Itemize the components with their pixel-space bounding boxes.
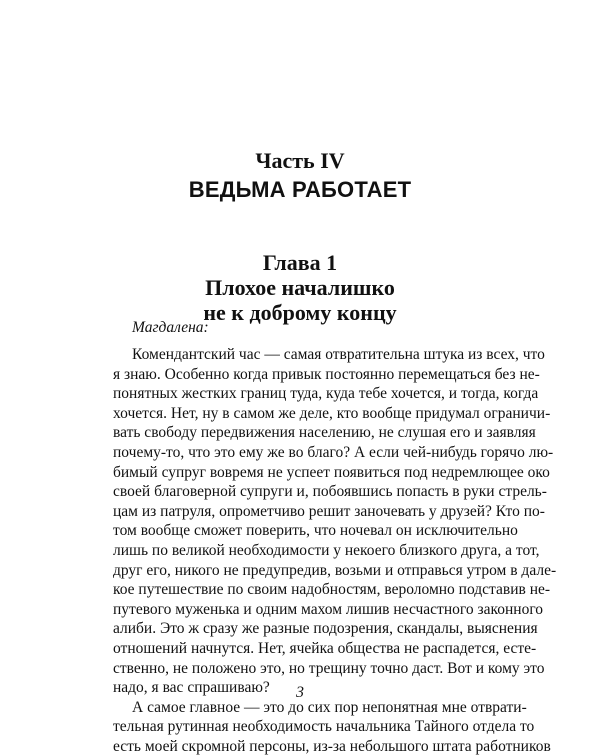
text-line: А самое главное — это до сих пор непонятная мне отврати- [132,698,527,716]
part-title: ВЕДЬМА РАБОТАЕТ [188,177,412,202]
text-line: ственно, не положено это, но трещину точно даст. Вот и кому это [113,659,545,677]
text-line: надо, я вас спрашиваю? [113,679,270,697]
text-line: путевого муженька и одним махом лишив несчастного законного [113,600,544,618]
text-line: почему-то, что это ему же во благо? А если чей-нибудь горячо лю- [113,443,554,461]
text-line: бимый супруг вовремя не успеет появиться под недремлющее око [113,463,550,481]
text-line: Комендантский час — самая отвратительна штука из всех, что [132,346,545,363]
text-line: тельная рутинная необходимость начальника Тайного отдела то [113,718,535,736]
text-line: том вообще сможет поверить, что ночевал он исключительно [113,522,518,540]
text-line: своей благоверной супруги и, побоявшись попасть в руки стрель- [113,483,547,501]
text-line: есть моей скромной персоны, из-за небольшого штата работников [113,737,551,755]
text-line: понятных жестких границ туда, куда тебе хочется, и тогда, когда [113,385,539,403]
text-line: кое путешествие по своим надобностям, вероломно подставив не- [113,581,551,599]
chapter-number: Глава 1 [262,250,338,275]
chapter-heading [0,250,600,325]
page-number: 3 [296,684,304,701]
chapter-title-line: Плохое началишко [205,275,395,300]
narrator-label: Магдалена: [132,319,209,336]
text-line: вать свободу передвижения населению, не слушая его и заявляя [113,424,536,442]
text-line: отношений начнутся. Нет, ячейка общества не распадется, есте- [113,639,537,657]
text-line: алиби. Это ж сразу же разные подозрения, скандалы, выяснения [113,620,538,638]
text-line: я знаю. Особенно когда привык постоянно перемещаться без не- [113,365,540,383]
text-line: хочется. Нет, ну в самом же деле, кто вообще придумал ограничи- [113,404,551,422]
part-label: Часть IV [255,148,345,173]
chapter-title-line: не к доброму концу [203,300,397,325]
text-line: лишь по великой необходимости у некоего близкого друга, а тот, [113,541,540,559]
text-line: цам из патруля, опрометчиво решит заночевать у друзей? Кто по- [113,502,545,520]
text-line: друг его, никого не предупредив, возьми и отправься утром в дале- [113,561,557,579]
